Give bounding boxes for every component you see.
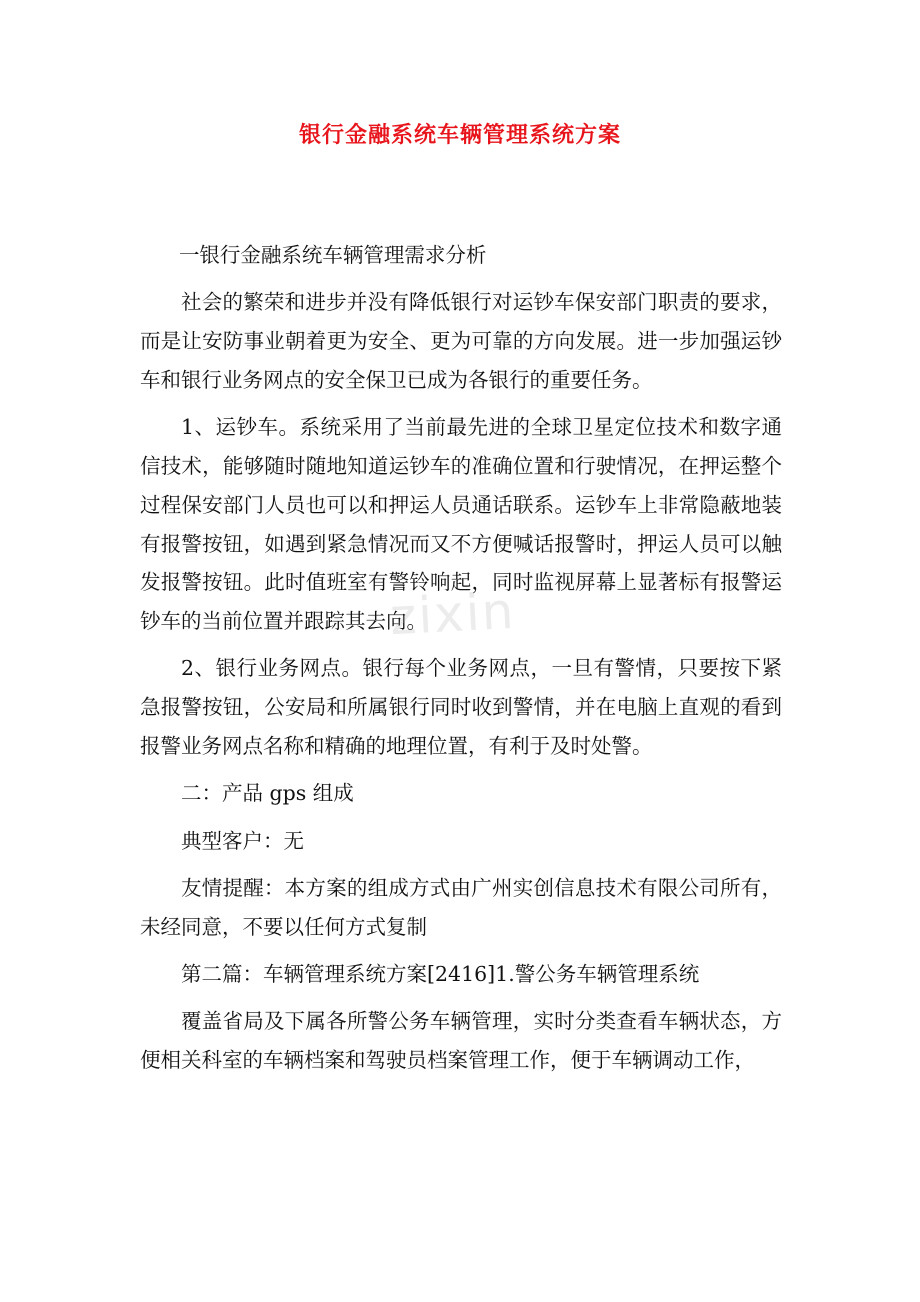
- section-heading-3: 第二篇：车辆管理系统方案[2416]1.警公务车辆管理系统: [181, 962, 700, 987]
- paragraph-cash-vehicle: 1、运钞车。系统采用了当前最先进的全球卫星定位技术和数字通信技术，能够随时随地知道运钞车的准确位置和行驶情况，在押运整个过程保安部门人员也可以和押运人员通话联系。运钞车上非常隐蔽地装有报警按钮，如遇到紧急情况而又不方便喊话报警时，押运人员可以触发报警按钮。此时值班室有警铃响起，同时监视屏幕上显著标有报警运钞车的当前位置并跟踪其去向。: [140, 415, 782, 634]
- paragraph-intro: 社会的繁荣和进步并没有降低银行对运钞车保安部门职责的要求，而是让安防事业朝着更为安全、更为可靠的方向发展。进一步加强运钞车和银行业务网点的安全保卫已成为各银行的重要任务。: [140, 290, 782, 392]
- paragraph-notice: 友情提醒：本方案的组成方式由广州实创信息技术有限公司所有，未经同意，不要以任何方式复制: [140, 875, 782, 939]
- paragraph-bank-branch: 2、银行业务网点。银行每个业务网点，一旦有警情，只要按下紧急报警按钮，公安局和所属银行同时收到警情，并在电脑上直观的看到报警业务网点名称和精确的地理位置，有利于及时处警。: [140, 656, 782, 759]
- watermark-text: zixin: [388, 581, 517, 647]
- section-heading-1: 一银行金融系统车辆管理需求分析: [178, 243, 487, 267]
- document-title: 银行金融系统车辆管理系统方案: [298, 122, 621, 148]
- section-heading-2: 二：产品 gps 组成: [181, 781, 354, 806]
- paragraph-police-vehicles: 覆盖省局及下属各所警公务车辆管理，实时分类查看车辆状态，方便相关科室的车辆档案和驾驶员档案管理工作，便于车辆调动工作，: [140, 1009, 782, 1073]
- paragraph-typical-customer: 典型客户：无: [181, 828, 304, 853]
- document-body: [140, 236, 782, 1088]
